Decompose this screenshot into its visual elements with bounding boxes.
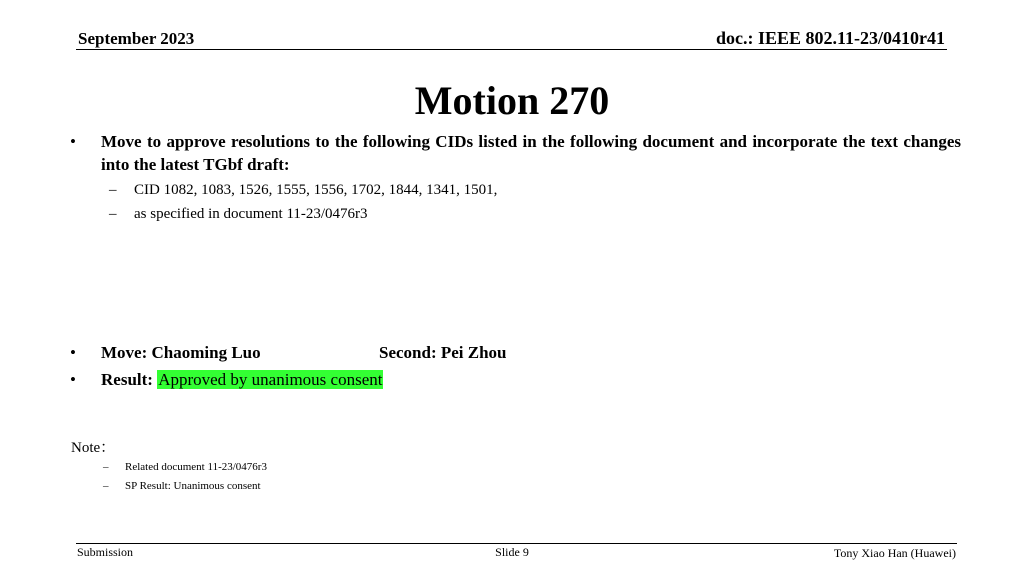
note-item-text: SP Result: Unanimous consent	[125, 480, 261, 492]
bullet-marker: •	[70, 370, 76, 389]
seconder-name: Second: Pei Zhou	[379, 343, 507, 362]
footer-divider	[76, 543, 957, 544]
motion-text: Move to approve resolutions to the following CIDs listed in the following document and incorporate the text changes into the latest TGbf draft:	[101, 132, 961, 174]
dash-marker: –	[109, 182, 117, 198]
cid-list: CID 1082, 1083, 1526, 1555, 1556, 1702, 1844, 1341, 1501,	[134, 182, 498, 198]
mover-text	[101, 341, 507, 364]
note-item-text: Related document 11-23/0476r3	[125, 461, 267, 473]
result-value-highlight: Approved by unanimous consent	[158, 370, 383, 389]
bullet-marker: •	[70, 343, 76, 362]
footer-slide-number: Slide 9	[495, 545, 529, 559]
footer-submission: Submission	[77, 545, 134, 559]
header-doc-id: doc.: IEEE 802.11-23/0410r41	[715, 28, 945, 48]
dash-marker: –	[103, 461, 109, 473]
header-divider	[76, 49, 947, 50]
dash-marker: –	[103, 480, 109, 492]
mover-name: Move: Chaoming Luo	[101, 343, 261, 362]
result-label: Result:	[101, 370, 153, 389]
footer-author: Tony Xiao Han (Huawei)	[833, 546, 956, 560]
document-reference: as specified in document 11-23/0476r3	[134, 206, 368, 222]
slide-title: Motion 270	[414, 78, 610, 123]
header-date: September 2023	[78, 29, 195, 48]
result-text	[101, 368, 383, 391]
bullet-marker: •	[70, 132, 76, 151]
note-label: Note：	[71, 440, 116, 456]
dash-marker: –	[109, 206, 117, 222]
